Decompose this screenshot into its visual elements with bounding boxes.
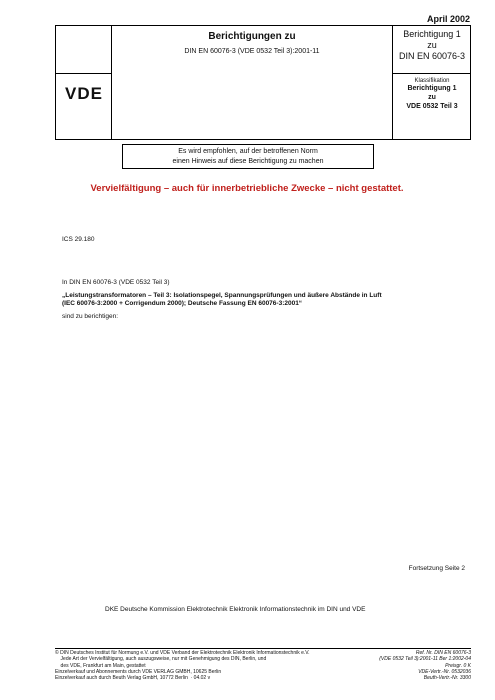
classification [393,78,471,111]
vde-logo: VDE [65,84,103,103]
notice-box [122,144,374,169]
footer-right-line: VDE-Vertr.-Nr. 0532036 [418,668,471,675]
footer-right-line: (VDE 0532 Teil 3):2001-11 Ber 1:2002-04 [379,656,471,663]
classification-line-3: VDE 0532 Teil 3 [406,103,458,110]
standard-title-line-1: „Leistungstransformatoren – Teil 3: Isolationspegel, Spannungsprüfungen und äußere Abstände in Luft [62,292,382,299]
footer-left-line: Einzelverkauf und Abonnements durch VDE VERLAG GMBH, 10625 Berlin [55,668,222,675]
header-box [55,25,471,140]
footer-left-line: Einzelverkauf auch durch Beuth Verlag GmbH, 10772 Berlin · 04.02 v [55,675,211,682]
footer-right-line: Beuth-Vertr.-Nr. 3300 [423,675,471,682]
footer-left [55,650,310,681]
notice-line-1: Es wird empfohlen, auf der betroffenen Norm [178,148,318,155]
copy-warning: Vervielfältigung – auch für innerbetriebliche Zwecke – nicht gestattet. [90,183,404,194]
footer-left-line: © DIN Deutsches Institut für Normung e.V. und VDE Verband der Elektrotechnik Elektronik Informationstechnik e.V. [55,650,310,656]
classification-line-1: Berichtigung 1 [407,85,457,92]
body-intro: In DIN EN 60076-3 (VDE 0532 Teil 3) [62,279,170,286]
body-closing: sind zu berichtigen: [62,313,119,320]
notice-line-2: einen Hinweis auf diese Berichtigung zu machen [172,158,324,165]
title-text: Berichtigungen zu [208,31,296,42]
correction-id [393,29,471,62]
correction-line-3: DIN EN 60076-3 [398,51,466,61]
footer-right-line: Ref. Nr. DIN EN 60076-3 [415,650,471,656]
correction-line-1: Berichtigung 1 [403,29,461,39]
classification-line-2: zu [428,94,436,101]
footer-divider [55,648,471,649]
footer-left-line: Jede Art der Vervielfältigung, auch auszugsweise, nur mit Genehmigung des DIN, Berlin, und [55,656,267,663]
subtitle-text: DIN EN 60076-3 (VDE 0532 Teil 3):2001-11 [184,48,320,55]
standard-title [62,292,462,308]
correction-line-2: zu [427,40,437,50]
standard-title-line-2: (IEC 60076-3:2000 + Corrigendum 2000); Deutsche Fassung EN 60076-3:2001“ [62,300,303,307]
document-title [112,31,392,55]
ics-code: ICS 29.180 [62,236,95,243]
footer-left-line: des VDE, Frankfurt am Main, gestattet [55,662,146,669]
footer-right [379,650,471,681]
classification-label: Klassifikation [414,78,450,84]
continuation-note: Fortsetzung Seite 2 [408,565,465,572]
footer-right-line: Preisgr. 0 K [445,662,471,669]
issue-date: April 2002 [426,14,470,24]
dke-line: DKE Deutsche Kommission Elektrotechnik Elektronik Informationstechnik im DIN und VDE [105,606,366,613]
